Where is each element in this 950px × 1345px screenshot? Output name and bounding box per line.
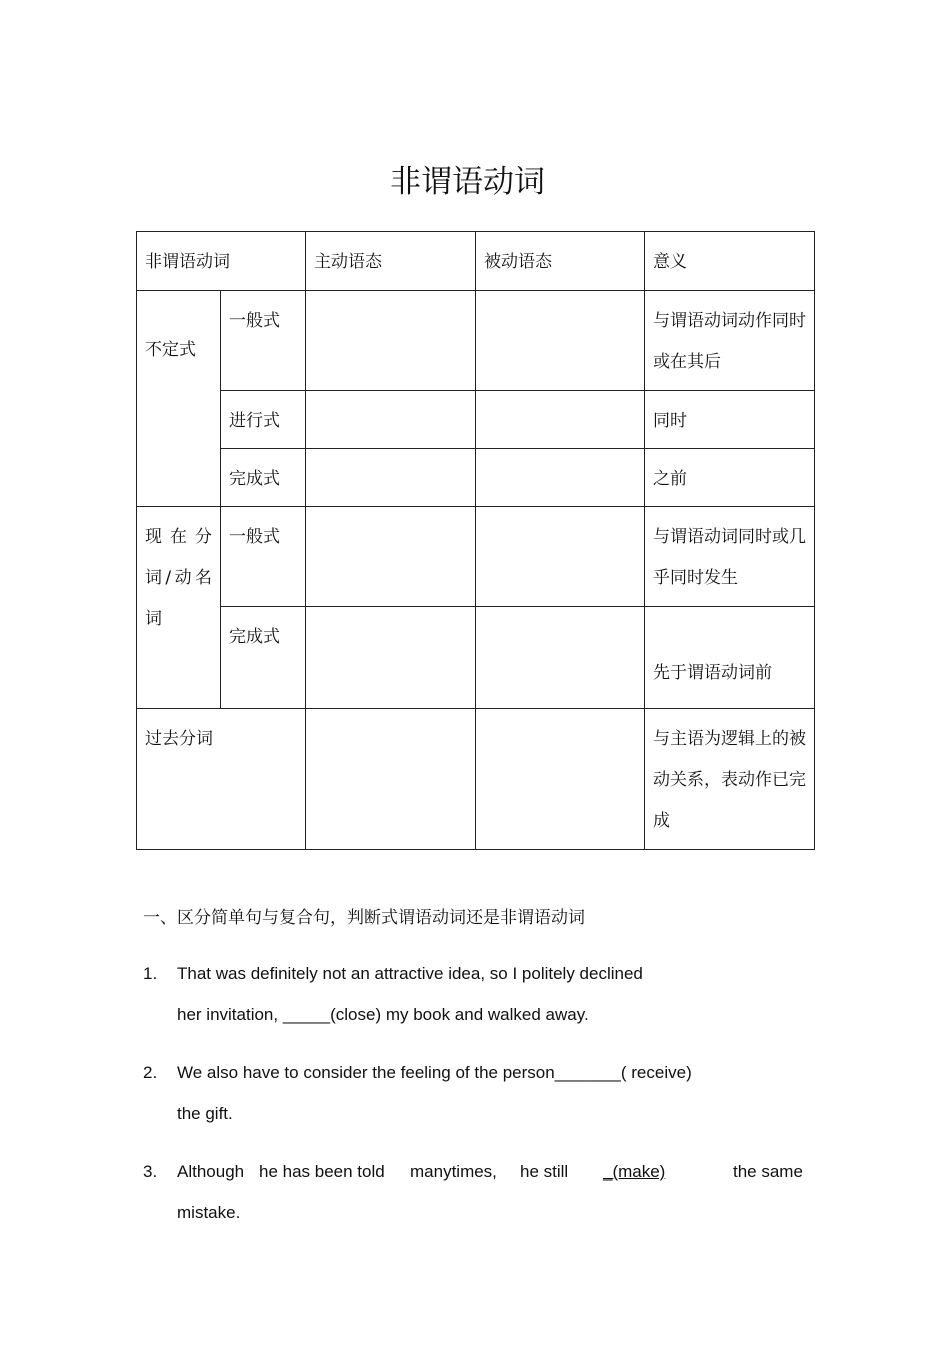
active-cell <box>306 391 476 449</box>
table-row <box>137 709 815 850</box>
passive-cell <box>476 709 645 850</box>
table-row <box>137 449 815 507</box>
answer-blank: _(make) <box>603 1162 666 1181</box>
table-header-row <box>137 232 815 291</box>
meaning-cell: 同时 <box>645 391 815 449</box>
passive-cell <box>476 607 645 709</box>
question-text: We also have to consider the feeling of the person_______( receive) <box>177 1063 692 1082</box>
verb-forms-table <box>136 231 815 850</box>
header-cell: 被动语态 <box>476 232 645 291</box>
form-cell: 完成式 <box>221 607 306 709</box>
passive-cell <box>476 391 645 449</box>
header-cell: 意义 <box>645 232 815 291</box>
form-cell: 一般式 <box>221 291 306 391</box>
header-cell: 非谓语动词 <box>137 232 306 291</box>
question-text: her invitation, _____(close) my book and walked away. <box>177 1005 589 1024</box>
section-heading: 一、区分简单句与复合句，判断式谓语动词还是非谓语动词 <box>143 908 585 928</box>
question-word: the same <box>733 1162 803 1181</box>
active-cell <box>306 709 476 850</box>
table-row <box>137 507 815 607</box>
passive-cell <box>476 291 645 391</box>
row-group-label: 现在分词/动名词 <box>137 507 221 709</box>
form-cell: 进行式 <box>221 391 306 449</box>
active-cell <box>306 449 476 507</box>
header-cell: 主动语态 <box>306 232 476 291</box>
question-number: 1. <box>143 964 158 983</box>
active-cell <box>306 507 476 607</box>
row-group-label: 不定式 <box>137 291 221 507</box>
question-word: he still <box>520 1162 569 1181</box>
question-text: the gift. <box>177 1104 233 1123</box>
meaning-cell: 先于谓语动词前 <box>645 607 815 709</box>
question-number: 2. <box>143 1063 158 1082</box>
meaning-cell: 与谓语动词同时或几乎同时发生 <box>645 507 815 607</box>
question-word: he has been told <box>259 1162 385 1181</box>
form-cell: 完成式 <box>221 449 306 507</box>
question-text: That was definitely not an attractive idea, so I politely declined <box>177 964 643 983</box>
row-group-label: 过去分词 <box>137 709 306 850</box>
meaning-cell: 之前 <box>645 449 815 507</box>
question-text: mistake. <box>177 1203 241 1222</box>
form-cell: 一般式 <box>221 507 306 607</box>
active-cell <box>306 291 476 391</box>
passive-cell <box>476 449 645 507</box>
page-title: 非谓语动词 <box>390 164 545 200</box>
question-number: 3. <box>143 1162 158 1181</box>
meaning-cell: 与谓语动词动作同时或在其后 <box>645 291 815 391</box>
table-row <box>137 607 815 709</box>
active-cell <box>306 607 476 709</box>
question-word: manytimes, <box>410 1162 497 1181</box>
table-row <box>137 391 815 449</box>
question-word: Although <box>177 1162 245 1181</box>
table-row <box>137 291 815 391</box>
meaning-cell: 与主语为逻辑上的被动关系，表动作已完成 <box>645 709 815 850</box>
passive-cell <box>476 507 645 607</box>
